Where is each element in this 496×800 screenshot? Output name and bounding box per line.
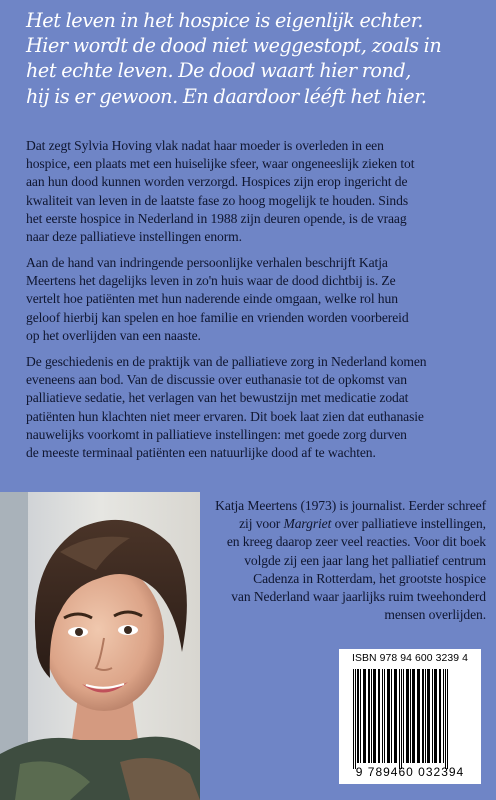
barcode-bar: [447, 669, 448, 769]
text-line: de meeste terminaal patiënten een natuurlijke dood af te wachten.: [26, 444, 376, 460]
text-line: Dat zegt Sylvia Hoving vlak nadat haar moeder is overleden in een: [26, 138, 384, 153]
text-line: aan hun dood kunnen worden verzorgd. Hospices zijn erop ingericht de: [26, 174, 408, 190]
barcode-bar: [422, 669, 424, 763]
barcode-bar: [353, 669, 354, 769]
barcode-bar: [410, 669, 411, 763]
author-photo: [0, 492, 200, 800]
barcode-bar: [417, 669, 420, 763]
barcode-bar: [382, 669, 383, 763]
quote-line: Het leven in het hospice is eigenlijk echter.: [26, 9, 423, 32]
barcode-bar: [371, 669, 372, 763]
paragraph-stories: [26, 254, 484, 345]
barcode-bar: [363, 669, 366, 763]
quote-line: het echte leven. De dood waart hier rond,: [26, 59, 411, 83]
bio-line: van Nederland waar jaarlijks ruim tweehonderd: [231, 588, 486, 604]
barcode-bar: [391, 669, 392, 763]
barcode-bar: [432, 669, 433, 763]
barcode-bar: [378, 669, 380, 763]
barcode-bar: [387, 669, 390, 763]
barcode-bar: [427, 669, 430, 763]
barcode-bar: [406, 669, 409, 763]
barcode-bar: [399, 669, 400, 769]
text-line: patiënten hun klachten niet meer ervaren. Dit boek laat zien dat euthanasie: [26, 408, 424, 424]
text-line: kwaliteit van leven in de laatste fase zo hoog mogelijk te houden. Sinds: [26, 192, 409, 208]
bio-line-part: zij voor: [239, 516, 284, 532]
barcode-digits: 9 789460 032394: [355, 765, 465, 779]
text-line: naar deze palliatieve instellingen enorm.: [26, 228, 242, 244]
text-line: vertelt hoe patiënten met hun naderende einde omgaan, welke rol hun: [26, 291, 398, 307]
isbn-label: ISBN 978 94 600 3239 4: [351, 653, 468, 664]
barcode-bar: [384, 669, 385, 763]
barcode-bar: [360, 669, 361, 763]
text-line: nauwelijks voorkomt in palliatieve instellingen: met goede zorg durven: [26, 426, 407, 442]
barcode-icon: [339, 649, 481, 784]
bio-line: volgde zij een jaar lang het palliatief centrum: [244, 552, 486, 568]
text-line: Aan de hand van indringende persoonlijke verhalen beschrijft Katja: [26, 255, 388, 270]
paragraph-history: [26, 353, 484, 462]
bio-line: Katja Meertens (1973) is journalist. Eerder schreef: [215, 498, 486, 513]
barcode-bar: [443, 669, 444, 763]
barcode-bar: [434, 669, 437, 763]
text-line: geloof hierbij kan spelen en hoe familie en vrienden worden voorbereid: [26, 309, 409, 325]
text-line: eveneens aan bod. Van de discussie over euthanasie tot de opkomst van: [26, 372, 407, 388]
magazine-title: Margriet: [283, 516, 332, 532]
cover-quote: [26, 8, 486, 109]
barcode-bar: [401, 669, 402, 769]
barcode-bar: [445, 669, 446, 769]
author-bio: [210, 497, 486, 624]
bio-line: [210, 515, 486, 533]
barcode-bar: [425, 669, 426, 763]
barcode-bar: [355, 669, 356, 769]
bio-line: en kreeg daarop zeer veel reacties. Voor dit boek: [226, 534, 486, 550]
paragraph-intro: [26, 137, 484, 246]
barcode-bar: [394, 669, 397, 763]
isbn-barcode: [339, 649, 481, 784]
text-line: hospice, een plaats met een huiselijke sfeer, waar ongeneeslijk zieken tot: [26, 156, 415, 172]
bio-line: Cadenza in Rotterdam, het grootste hospice: [253, 570, 486, 586]
author-portrait-image: [0, 492, 200, 800]
text-line: palliatieve sedatie, het verlagen van het bewustzijn met medicatie zodat: [26, 390, 409, 406]
barcode-bar: [373, 669, 376, 763]
quote-line: Hier wordt de dood niet weggestopt, zoals in: [26, 34, 442, 58]
barcode-bar: [439, 669, 441, 763]
text-line: op het overlijden van een naaste.: [26, 327, 201, 343]
barcode-bar: [357, 669, 359, 763]
bio-line-part: over palliatieve instellingen,: [331, 516, 486, 532]
quote-line: hij is er gewoon. En daardoor lééft het hier.: [26, 84, 427, 108]
text-line: Meertens het dagelijks leven in zo'n huis waar de dood dichtbij is. Ze: [26, 273, 396, 289]
text-line: De geschiedenis en de praktijk van de palliatieve zorg in Nederland komen: [26, 354, 427, 369]
barcode-bar: [368, 669, 370, 763]
bio-line: mensen overlijden.: [384, 607, 486, 623]
barcode-bar: [412, 669, 415, 763]
text-line: het eerste hospice in Nederland in 1988 zijn deuren opende, is de vraag: [26, 210, 407, 226]
barcode-bar: [403, 669, 404, 763]
